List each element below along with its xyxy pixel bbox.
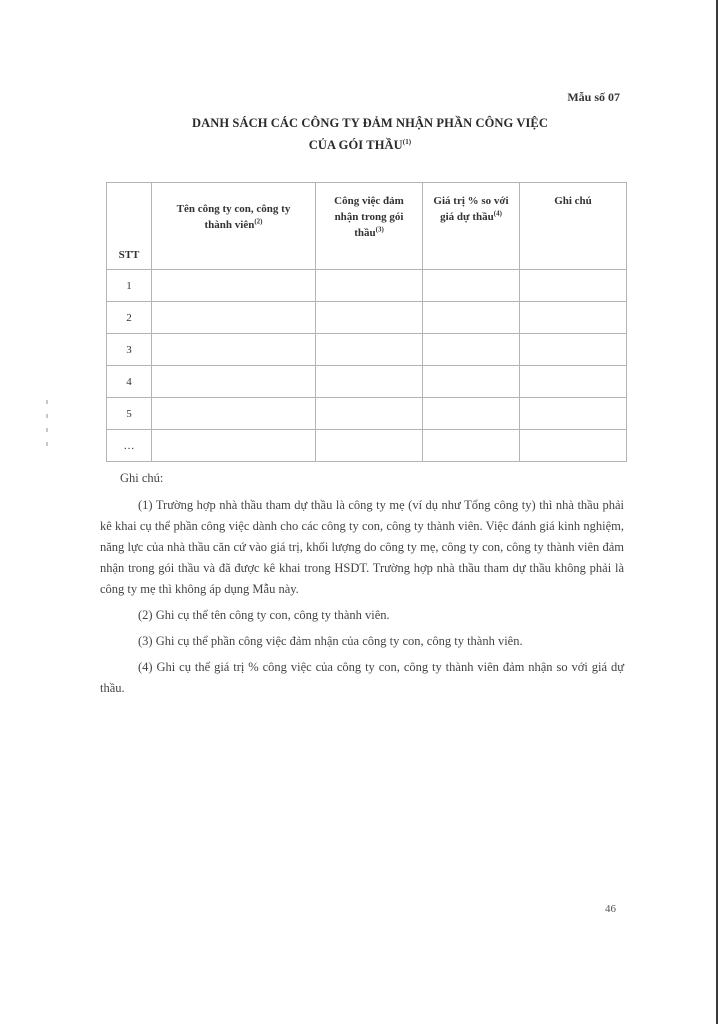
document-title-line2: CỦA GÓI THẦU$^{(1)}$ (308, 137, 412, 152)
margin-marks (44, 400, 50, 456)
notes-section (100, 468, 624, 704)
company-table (106, 182, 627, 462)
cell-work (316, 366, 423, 398)
header-company: Tên công ty con, công ty thành viên$^{(2)}$ (152, 183, 316, 270)
header-work: Công việc đảm nhận trong gói thầu$^{(3)}$ (316, 183, 423, 270)
table-row (107, 430, 627, 462)
cell-company (152, 398, 316, 430)
row-number: 1 (107, 270, 152, 302)
header-stt: STT (107, 183, 152, 270)
row-number: 3 (107, 334, 152, 366)
document-title-line1: DANH SÁCH CÁC CÔNG TY ĐẢM NHẬN PHẦN CÔNG VIỆC (191, 116, 548, 130)
cell-note (520, 302, 627, 334)
form-number: Mẫu số 07 (567, 90, 620, 104)
cell-value (423, 430, 520, 462)
cell-company (152, 270, 316, 302)
note-1: (1) Trường hợp nhà thầu tham dự thầu là công ty mẹ (ví dụ như Tổng công ty) thì nhà thầu phải kê khai cụ thể phần công việc dành cho các công ty con, công ty thành viên. Việc đánh giá kinh nghiệm, năng lực của nhà thầu căn cứ vào giá trị, khối lượng do công ty mẹ, công ty con, công ty thành viên đảm nhận trong gói thầu và đã được kê khai trong HSDT. Trường hợp nhà thầu tham dự thầu không phải là công ty mẹ thì không áp dụng Mẫu này. (100, 498, 624, 596)
cell-note (520, 398, 627, 430)
cell-work (316, 398, 423, 430)
table-row (107, 398, 627, 430)
cell-company (152, 430, 316, 462)
header-value: Giá trị % so với giá dự thầu$^{(4)}$ (423, 183, 520, 270)
cell-company (152, 302, 316, 334)
cell-value (423, 398, 520, 430)
table-header-row (107, 183, 627, 270)
cell-note (520, 334, 627, 366)
notes-heading: Ghi chú: (120, 471, 164, 485)
cell-value (423, 270, 520, 302)
table-row (107, 334, 627, 366)
table-row (107, 270, 627, 302)
cell-work (316, 270, 423, 302)
cell-value (423, 302, 520, 334)
cell-note (520, 366, 627, 398)
cell-value (423, 334, 520, 366)
cell-note (520, 430, 627, 462)
cell-company (152, 334, 316, 366)
cell-work (316, 302, 423, 334)
page-number: 46 (605, 903, 616, 915)
row-number: 5 (107, 398, 152, 430)
row-number: … (107, 430, 152, 462)
note-4: (4) Ghi cụ thể giá trị % công việc của công ty con, công ty thành viên đảm nhận so với giá dự thầu. (100, 660, 624, 695)
row-number: 2 (107, 302, 152, 334)
cell-value (423, 366, 520, 398)
cell-work (316, 334, 423, 366)
row-number: 4 (107, 366, 152, 398)
page-edge (716, 0, 718, 1024)
table-row (107, 302, 627, 334)
note-3: (3) Ghi cụ thể phần công việc đảm nhận của công ty con, công ty thành viên. (138, 634, 523, 648)
cell-note (520, 270, 627, 302)
cell-work (316, 430, 423, 462)
table-row (107, 366, 627, 398)
note-2: (2) Ghi cụ thể tên công ty con, công ty thành viên. (138, 608, 390, 622)
header-note: Ghi chú (520, 183, 627, 270)
cell-company (152, 366, 316, 398)
